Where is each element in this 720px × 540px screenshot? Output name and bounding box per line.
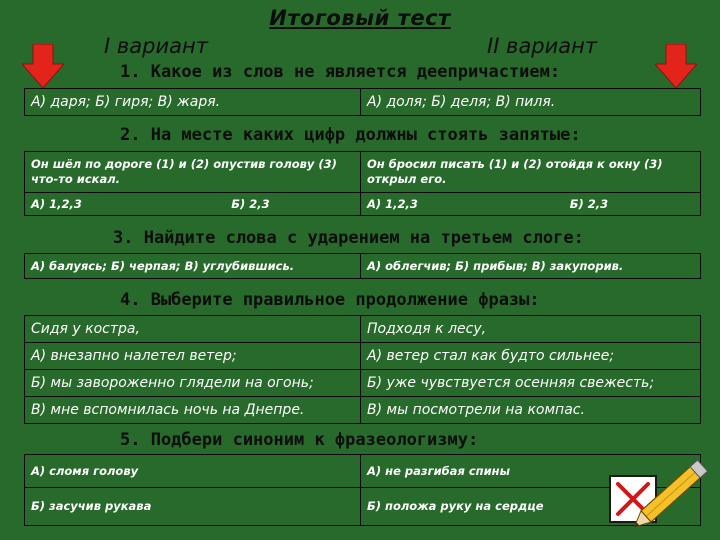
q4-row-2-variant-2: А) ветер стал как будто сильнее;	[361, 343, 701, 370]
arrow-down-right-icon	[655, 44, 697, 88]
q3-variant-1-cell: А) балуясь; Б) черпая; В) углубившись.	[25, 254, 361, 279]
q2-variant-2-options	[361, 193, 701, 216]
q4-row-3-variant-2: Б) уже чувствуется осенняя свежесть;	[361, 370, 701, 397]
q4-row-1-variant-1: Сидя у костра,	[25, 316, 361, 343]
q2-v1-option-b: Б) 2,3	[231, 196, 270, 211]
q1-variant-2-cell: А) доля; Б) деля; В) пиля.	[361, 89, 701, 116]
q2-variant-1-options	[25, 193, 361, 216]
checkbox-pencil-icon	[606, 452, 714, 536]
question-2: 2. На месте каких цифр должны стоять запятые:	[120, 125, 581, 145]
question-5: 5. Подбери синоним к фразеологизму:	[120, 430, 479, 450]
q5-row-1-variant-1: А) сломя голову	[25, 455, 361, 488]
question-1-table	[24, 88, 701, 116]
question-5-table	[24, 454, 701, 526]
q2-v2-option-b: Б) 2,3	[569, 196, 609, 211]
q1-variant-1-cell: А) даря; Б) гиря; В) жаря.	[25, 89, 361, 116]
question-4-table	[24, 315, 701, 424]
q4-row-1-variant-2: Подходя к лесу,	[361, 316, 701, 343]
variant-2-label: II вариант	[487, 34, 598, 58]
q3-variant-2-cell: А) облегчив; Б) прибыв; В) закупорив.	[361, 254, 701, 279]
q4-row-4-variant-2: В) мы посмотрели на компас.	[361, 397, 701, 424]
question-1: 1. Какое из слов не является деепричастием:	[120, 62, 561, 82]
q5-row-2-variant-2: Б) положа руку на сердце	[361, 488, 701, 526]
page-title: Итоговый тест	[269, 6, 451, 30]
q2-v1-option-a: А) 1,2,3	[31, 196, 82, 211]
question-4: 4. Выберите правильное продолжение фразы:	[120, 290, 540, 310]
question-3: 3. Найдите слова с ударением на третьем слоге:	[113, 228, 584, 248]
q5-row-1-variant-2: А) не разгибая спины	[361, 455, 701, 488]
arrow-down-left-icon	[22, 44, 64, 88]
q4-row-3-variant-1: Б) мы завороженно глядели на огонь;	[25, 370, 361, 397]
question-3-table	[24, 253, 701, 279]
q4-row-2-variant-1: А) внезапно налетел ветер;	[25, 343, 361, 370]
q2-variant-1-sentence: Он шёл по дороге (1) и (2) опустив голову (3) что-то искал.	[25, 152, 361, 193]
q2-variant-2-sentence: Он бросил писать (1) и (2) отойдя к окну (3) открыл его.	[361, 152, 701, 193]
question-2-table	[24, 151, 701, 216]
q5-row-2-variant-1: Б) засучив рукава	[25, 488, 361, 526]
q4-row-4-variant-1: В) мне вспомнилась ночь на Днепре.	[25, 397, 361, 424]
variant-1-label: I вариант	[104, 34, 208, 58]
q2-v2-option-a: А) 1,2,3	[367, 196, 418, 211]
